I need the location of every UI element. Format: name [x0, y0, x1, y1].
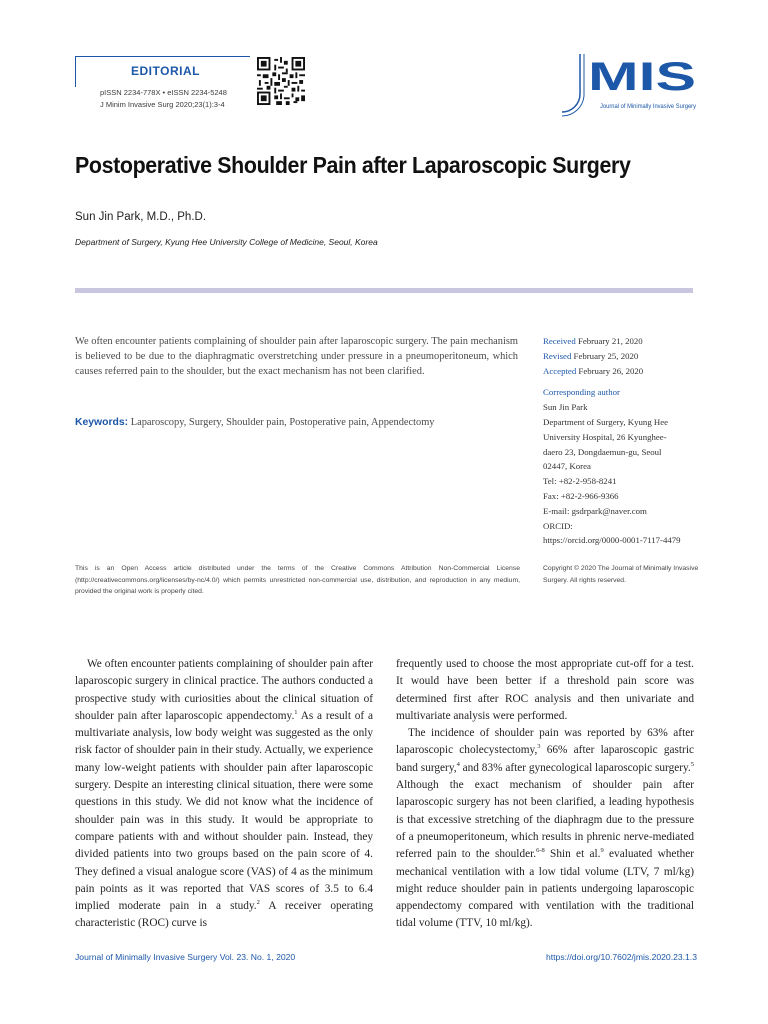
abstract-text: We often encounter patients complaining of shoulder pain after laparoscopic surgery. The pain mechanism is believed to be due to the diaphragmatic overstretching under pressure in a pneumoperitoneum, which causes referred pain to the shoulder, but the exact mechanism has not been clarified. [75, 336, 518, 377]
accepted-date: Accepted February 26, 2020 [543, 365, 644, 376]
author-name: Sun Jin Park, M.D., Ph.D. [75, 211, 207, 223]
qr-code-icon[interactable] [257, 57, 305, 105]
footer-journal-info: Journal of Minimally Invasive Surgery Vol. 23. No. 1, 2020 [75, 952, 296, 962]
article-info-panel [543, 334, 703, 548]
keywords-label: Keywords: [75, 417, 129, 428]
keywords-list: Laparoscopy, Surgery, Shoulder pain, Postoperative pain, Appendectomy [130, 417, 435, 428]
copyright-notice: Copyright © 2020 The Journal of Minimally Invasive Surgery. All rights reserved. [543, 565, 699, 584]
citation-ref[interactable]: 3 [537, 743, 541, 751]
citation-ref[interactable]: 6-8 [536, 847, 545, 855]
article-title: Postoperative Shoulder Pain after Laparoscopic Surgery [75, 152, 631, 178]
corresponding-author-name: Sun Jin Park [543, 402, 588, 413]
citation-ref[interactable]: 5 [690, 761, 694, 769]
orcid-label: ORCID: [543, 520, 573, 531]
citation-ref[interactable]: 1 [294, 709, 298, 717]
issn-text: pISSN 2234-778X • eISSN 2234-5248 [100, 88, 227, 97]
body-paragraph: The incidence of shoulder pain was reported by 63% after laparoscopic cholecystectomy,$^3$ 66% after laparoscopic gastric band surgery,$^4$ and 83% after gynecological laparoscopic surgery.$^5$ Although the exact mechanism of shoulder pain after laparoscopic surgery has not been clarified, a leading hypothesis is that excessive stretching of the diaphragm due to the pressure of a pneumoperitoneum, which results in phrenic nerve-mediated referred pain to the shoulder.$^{6-8}$ Shin et al.$^9$ evaluated whether mechanical ventilation with a low tidal volume (LTV, 7 ml/kg) might reduce shoulder pain in patients undergoing laparoscopic appendectomy compared with ventilation with the traditional tidal volume (TTV, 10 ml/kg). [396, 727, 695, 930]
corresponding-author-label: Corresponding author [543, 387, 620, 398]
issn-block [100, 87, 227, 111]
license-notice: This is an Open Access article distributed under the terms of the Creative Commons Attribution Non-Commercial License (http://creativecommons.org/licenses/by-nc/4.0/) which permits unrestricted non-commercial use, distribution, and reproduction in any medium, provided the original work is properly cited. [75, 565, 520, 595]
received-date: Received February 21, 2020 [543, 336, 643, 346]
telephone: Tel: +82-2-958-8241 [543, 476, 617, 487]
email-link[interactable]: E-mail: gsdrpark@naver.com [543, 505, 647, 516]
footer-doi-link[interactable]: https://doi.org/10.7602/jmis.2020.23.1.3 [546, 952, 697, 962]
article-type-label: EDITORIAL [131, 64, 200, 78]
body-column-left [75, 656, 373, 933]
body-paragraph: We often encounter patients complaining of shoulder pain after laparoscopic surgery in clinical practice. The authors conducted a prospective study with curiosities about the clinical situation of shoulder pain after laparoscopic appendectomy.$^1$ As a result of a multivariate analysis, low body weight was suggested as the only risk factor of shoulder pain in their study. Actually, we experience many low-weight patients with shoulder pain after laparoscopic surgery. Despite an interesting clinical situation, there were some questions in this study. We did not know what the incidence of shoulder pain was in this study. It would be appropriate to compare patients with and without shoulder pain. Instead, they divided patients into two groups based on the pain score of 4. They defined a visual analogue score (VAS) of 4 as the minimum pain points as it was reported that VAS scores of 3.5 to 6.4 implied moderate pain in a study.$^2$ A receiver operating characteristic (ROC) curve is [75, 658, 373, 930]
body-paragraph: frequently used to choose the most appropriate cut-off for a test. It would have been better if a threshold pain score was determined first after ROC analysis and then univariate and multivariate analysis were performed. [396, 658, 694, 722]
logo-subtitle: Journal of Minimally Invasive Surgery [600, 104, 696, 110]
address-line: Department of Surgery, Kyung Hee [543, 416, 669, 427]
orcid-link[interactable]: https://orcid.org/0000-0001-7117-4479 [543, 535, 681, 546]
address-line: University Hospital, 26 Kyunghee- [543, 431, 667, 442]
body-column-right [396, 656, 694, 933]
revised-date: Revised February 25, 2020 [543, 350, 639, 361]
citation-ref[interactable]: 4 [456, 761, 460, 769]
citation-text: J Minim Invasive Surg 2020;23(1):3-4 [100, 100, 225, 109]
keywords [75, 417, 518, 428]
journal-logo [560, 50, 700, 120]
citation-ref[interactable]: 2 [256, 899, 260, 907]
citation-ref[interactable]: 9 [600, 847, 604, 855]
section-divider [75, 288, 693, 293]
address-line: 02447, Korea [543, 461, 591, 472]
logo-text: MIS [588, 55, 696, 99]
address-line: daero 23, Dongdaemun-gu, Seoul [543, 446, 662, 457]
fax: Fax: +82-2-966-9366 [543, 490, 619, 501]
author-affiliation: Department of Surgery, Kyung Hee University College of Medicine, Seoul, Korea [75, 237, 378, 247]
